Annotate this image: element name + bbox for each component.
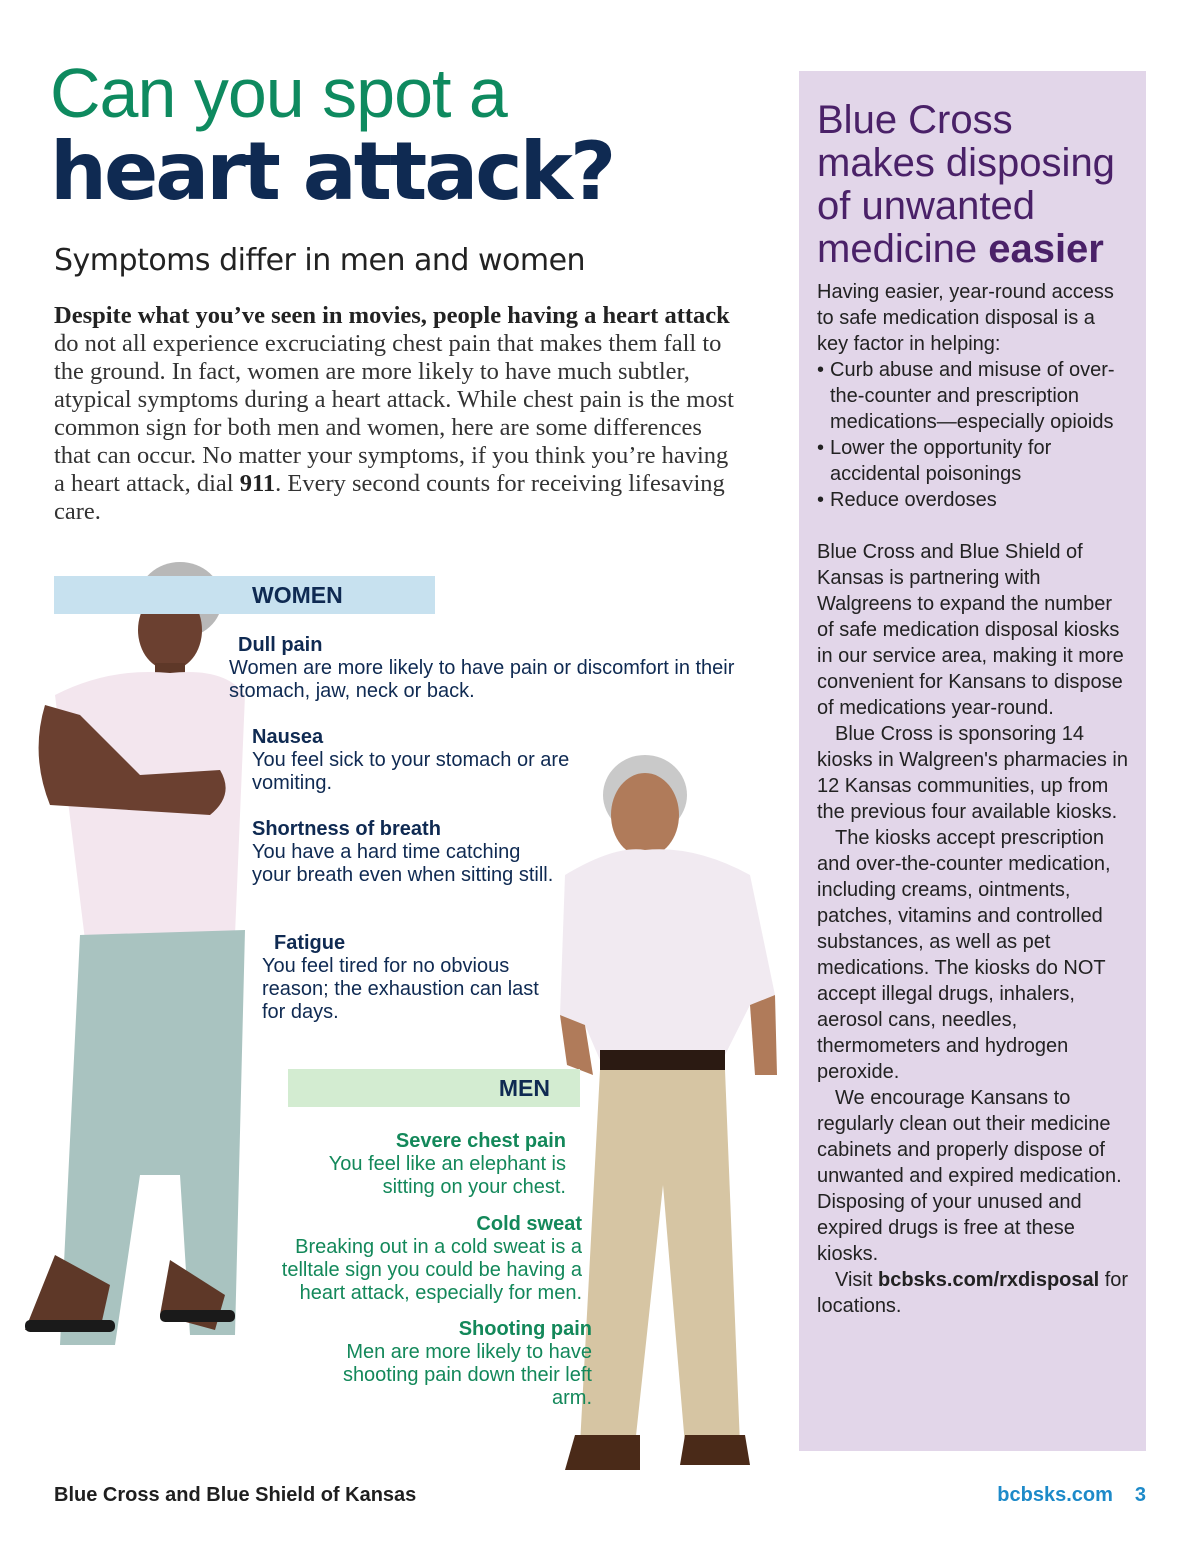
men-symptom-cold-sweat [238,1213,582,1305]
intro-lead: Despite what you’ve seen in movies, people having a heart attack [54,302,730,329]
sidebar-title [817,99,1130,271]
footer-right [997,1484,1146,1507]
sidebar-intro: Having easier, year-round access to safe medication disposal is a key factor in helping: [817,281,1114,355]
symptom-title: Nausea [252,726,324,748]
visit-prefix: Visit [835,1269,878,1291]
emergency-number: 911 [239,470,276,497]
list-item: • Reduce overdoses [817,487,1130,513]
women-symptom-dull-pain [229,634,739,703]
symptom-title: Dull pain [238,634,323,656]
woman-photo [20,555,260,1345]
symptom-text: You feel sick to your stomach or are vomiting. [252,749,570,794]
symptom-text: You feel like an elephant is sitting on your chest. [328,1153,566,1198]
symptom-text: You feel tired for no obvious reason; the exhaustion can last for days. [262,955,539,1023]
sidebar-paragraph-4: We encourage Kansans to regularly clean out their medicine cabinets and properly dispose of unwanted and expired medication. Disposing of your unused and expired drugs is free at these kiosks. [817,1087,1122,1265]
sidebar-body [817,279,1130,1319]
intro-paragraph [54,302,744,526]
women-section-label: WOMEN [54,576,435,614]
women-symptom-nausea [252,726,577,795]
visit-suffix: for locations. [817,1269,1129,1317]
sidebar-visit-line [817,1267,1130,1319]
headline-line-1: Can you spot a [50,54,507,132]
list-item: • Curb abuse and misuse of over-the-counter and prescription medications—especially opioids [817,357,1130,435]
symptom-text: Men are more likely to have shooting pain down their left arm. [342,1341,592,1409]
headline-line-2: heart attack? [50,125,614,218]
footer-org-name: Blue Cross and Blue Shield of Kansas [54,1484,417,1506]
symptom-title: Cold sweat [476,1213,582,1235]
sidebar-title-plain: Blue Cross makes disposing of unwanted medicine [817,98,1115,271]
symptom-title: Shortness of breath [252,818,441,840]
symptom-title: Severe chest pain [395,1130,566,1152]
symptom-text: Breaking out in a cold sweat is a telltale sign you could be having a heart attack, especially for men. [281,1236,582,1304]
symptom-title: Shooting pain [458,1318,592,1340]
page-number: 3 [1134,1484,1146,1506]
men-section-label: MEN [288,1069,580,1107]
intro-body-a: do not all experience excruciating chest pain that makes them fall to the ground. In fact, women are more likely to have much subtler, atypical symptoms during a heart attack. While chest pain is the most common sign for both men and women, here are some differences that can occur. No matter your symptoms, if you think you’re having a heart attack, dial [54,330,734,497]
list-item: • Lower the opportunity for accidental poisonings [817,435,1130,487]
sidebar-title-bold: easier [988,227,1104,271]
symptom-text: Women are more likely to have pain or discomfort in their stomach, jaw, neck or back. [229,657,735,702]
sidebar-paragraph-1: Blue Cross and Blue Shield of Kansas is partnering with Walgreens to expand the number of safe medication disposal kiosks in our service area, making it more convenient for Kansans to dispose of medications year-round. [817,541,1124,719]
symptom-title: Fatigue [274,932,346,954]
sidebar-bullet-list [817,357,1130,513]
women-symptom-shortness-of-breath [252,818,562,887]
medication-disposal-sidebar [799,71,1146,1451]
intro-body-b: . Every second counts for receiving lifesaving care. [54,470,725,525]
footer-url[interactable]: bcbsks.com [997,1484,1113,1506]
subtitle: Symptoms differ in men and women [54,243,586,278]
rxdisposal-link[interactable]: bcbsks.com/rxdisposal [877,1269,1100,1291]
symptom-text: You have a hard time catching your breath even when sitting still. [252,841,554,886]
women-symptom-fatigue [262,932,552,1024]
sidebar-paragraph-3: The kiosks accept prescription and over-the-counter medication, including creams, ointments, patches, vitamins and controlled substances, as well as pet medications. The kiosks do NOT accept illegal drugs, inhalers, aerosol cans, needles, thermometers and hydrogen peroxide. [817,827,1111,1083]
men-symptom-severe-chest-pain [290,1130,566,1199]
sidebar-paragraph-2: Blue Cross is sponsoring 14 kiosks in Walgreen's pharmacies in 12 Kansas communities, up from the previous four available kiosks. [817,723,1128,823]
men-symptom-shooting-pain [300,1318,592,1410]
